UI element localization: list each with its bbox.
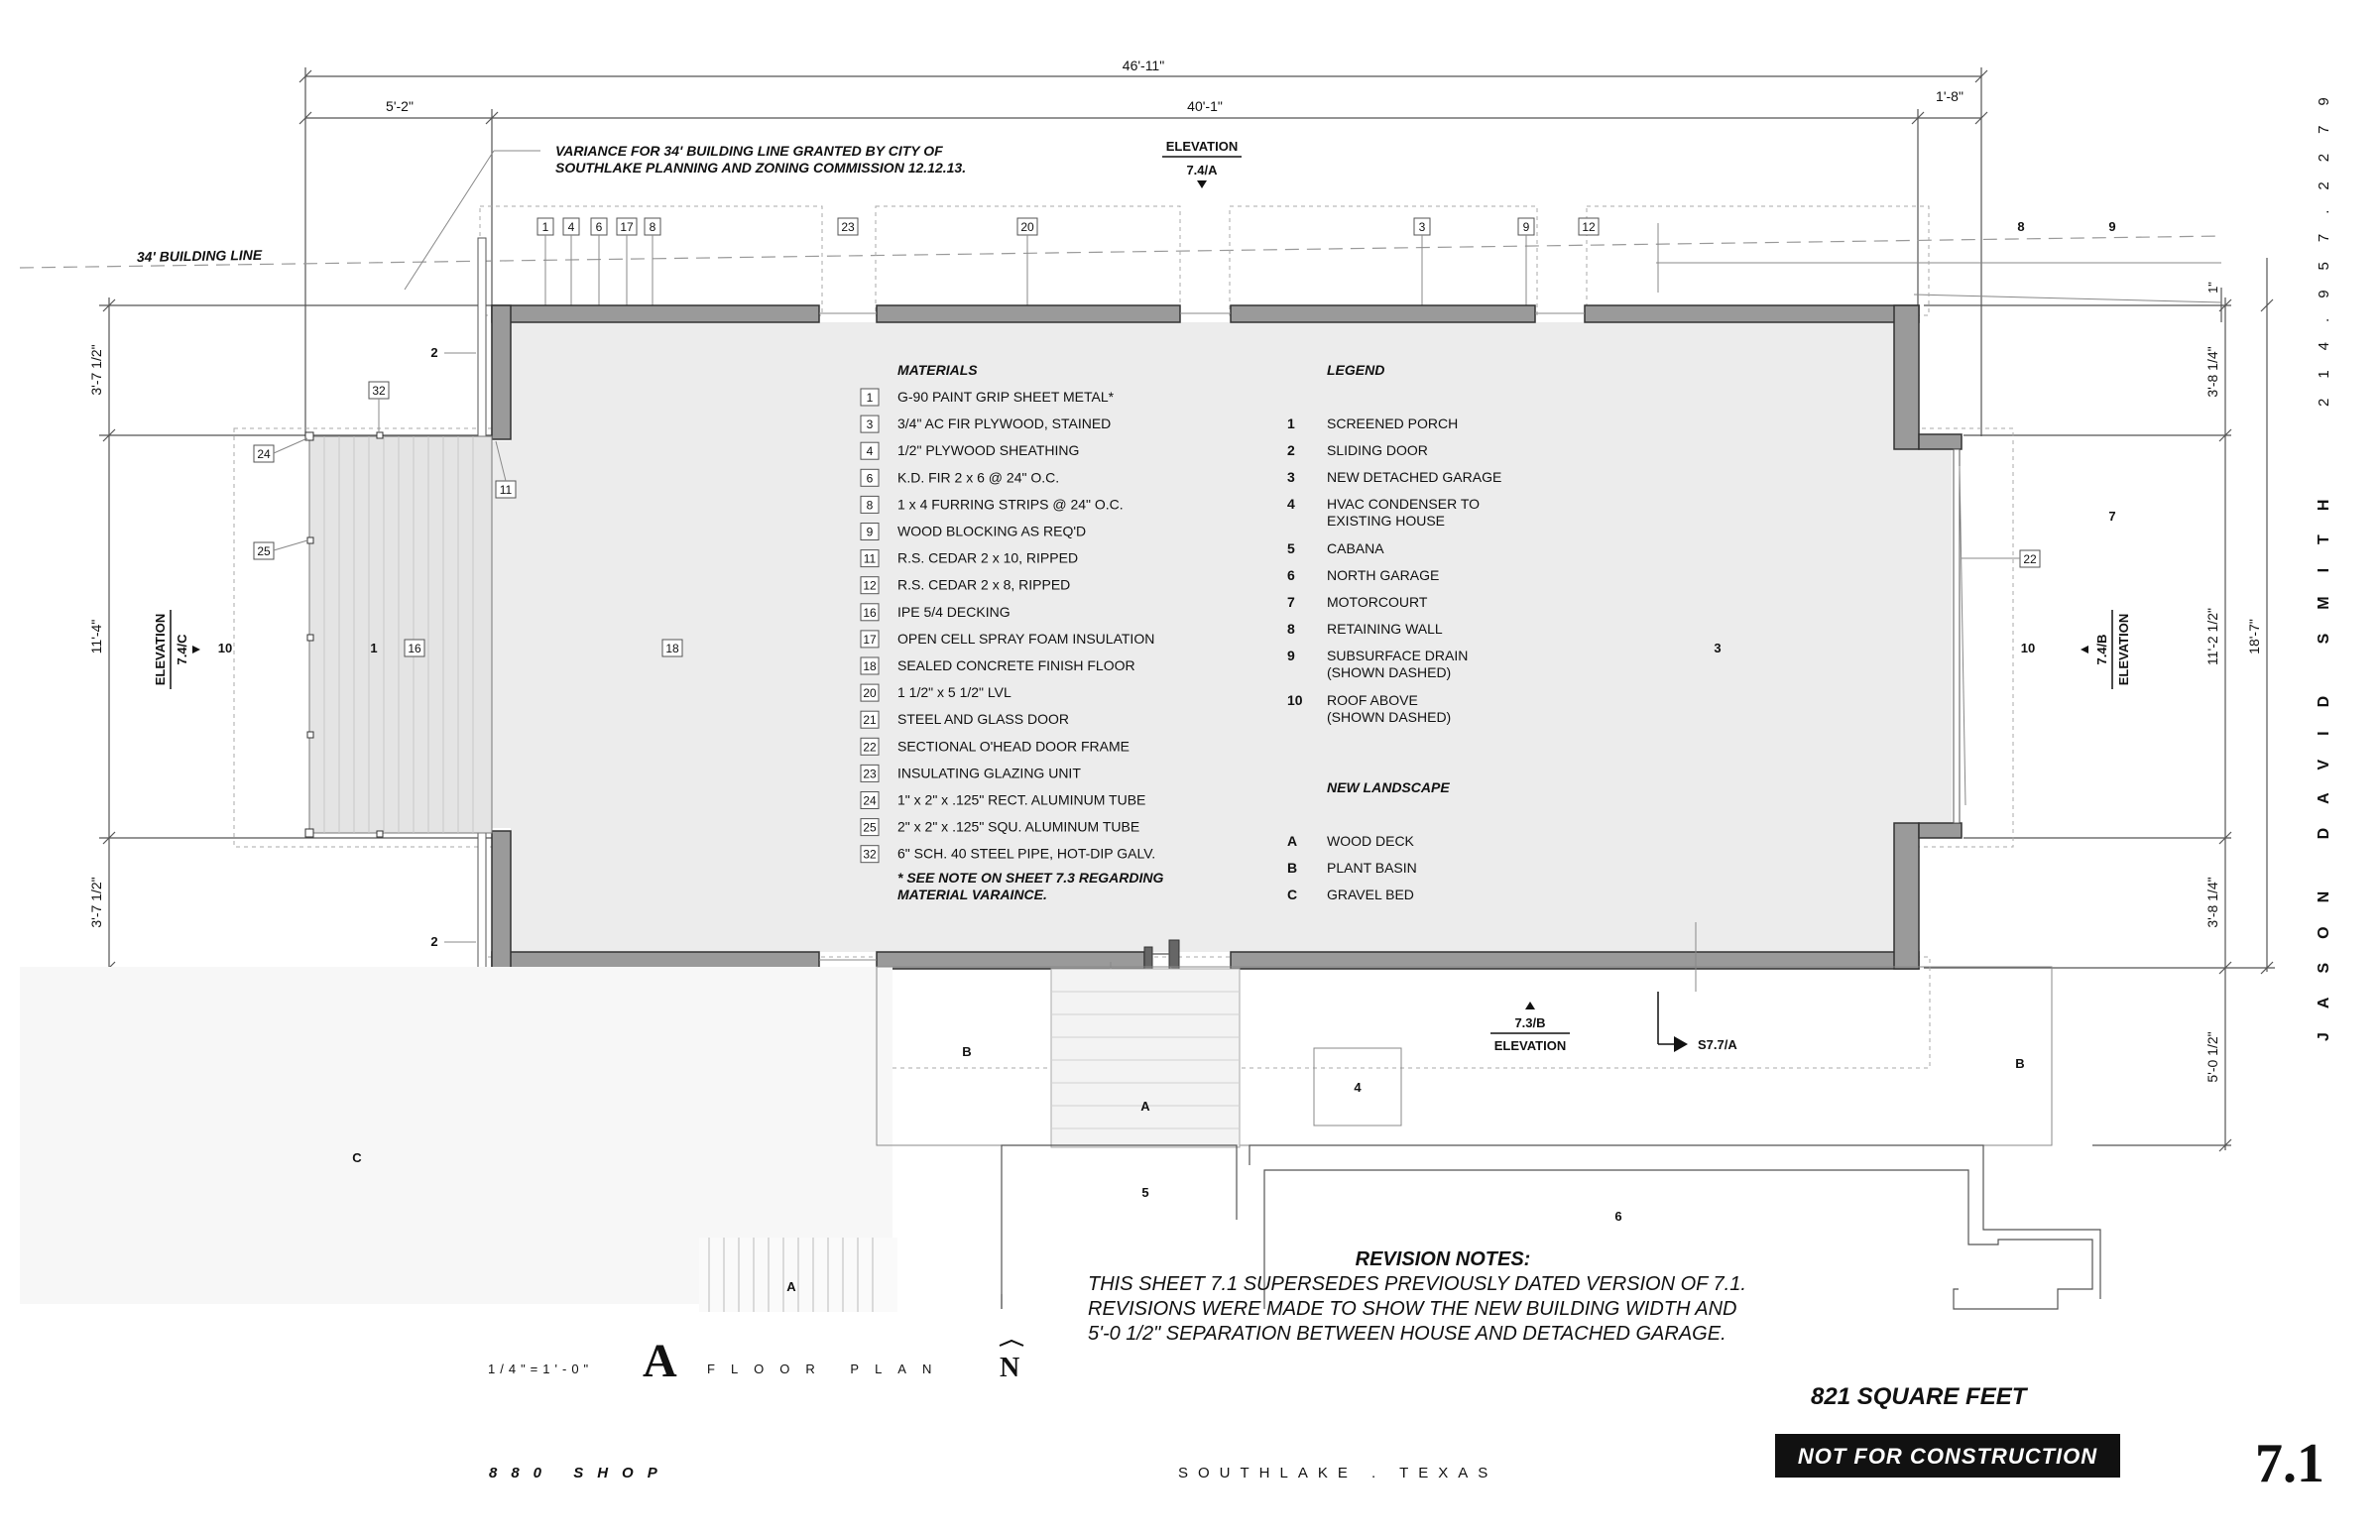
svg-text:ELEVATION: ELEVATION <box>153 613 168 686</box>
wall-left-upper <box>492 305 511 439</box>
materials-description: IPE 5/4 DECKING <box>897 603 1011 620</box>
legend-description: RETAINING WALL <box>1327 621 1443 637</box>
label-sliding-door-bottom: 2 <box>430 934 438 949</box>
tag-11: 11 <box>499 483 513 497</box>
label-plant-basin-left: B <box>962 1044 972 1059</box>
project-name: 880 SHOP <box>489 1465 671 1481</box>
legend-key: 8 <box>1287 621 1295 637</box>
label-top-9: 9 <box>2108 219 2116 234</box>
architect-phone: 214.957.2279 <box>2316 77 2332 407</box>
wall-bottom-1 <box>492 952 819 969</box>
dim-right-top: 3'-8 1/4" <box>2204 346 2220 398</box>
garage-floor <box>488 322 1952 952</box>
svg-text:ELEVATION: ELEVATION <box>1165 139 1239 154</box>
new-landscape-title: NEW LANDSCAPE <box>1327 779 1450 795</box>
status-stamp-text: NOT FOR CONSTRUCTION <box>1797 1444 2098 1469</box>
tag-top-6: 6 <box>595 220 603 234</box>
wall-right-jamb-bottom <box>1919 823 1962 838</box>
architect-name: JASON DAVID SMITH <box>2316 475 2332 1041</box>
materials-description: 1 x 4 FURRING STRIPS @ 24" O.C. <box>897 496 1124 513</box>
revision-note-1: THIS SHEET 7.1 SUPERSEDES PREVIOUSLY DATED VERSION OF 7.1. <box>1088 1273 1746 1295</box>
dim-building-width: 40'-1" <box>1187 98 1223 114</box>
tag-25: 25 <box>257 544 271 558</box>
square-footage: 821 SQUARE FEET <box>1811 1383 2027 1410</box>
label-roof-left: 10 <box>217 641 233 655</box>
materials-title: MATERIALS <box>897 362 978 378</box>
label-porch: 1 <box>370 641 378 655</box>
dim-left-top: 3'-7 1/2" <box>88 344 104 396</box>
materials-tag-number: 1 <box>866 391 874 405</box>
legend-key: 7 <box>1287 594 1295 610</box>
legend-key: 5 <box>1287 540 1295 556</box>
tag-top-20: 20 <box>1020 220 1034 234</box>
legend-key: 10 <box>1287 692 1303 708</box>
legend-description: (SHOWN DASHED) <box>1327 709 1452 725</box>
tag-top-9: 9 <box>1522 220 1530 234</box>
materials-description: R.S. CEDAR 2 x 8, RIPPED <box>897 576 1071 593</box>
overhead-door <box>1954 449 1960 823</box>
label-hvac: 4 <box>1354 1080 1362 1095</box>
materials-row <box>861 819 1139 836</box>
wall-top-3 <box>1231 305 1535 322</box>
legend-description: NEW DETACHED GARAGE <box>1327 469 1502 485</box>
materials-tag-number: 8 <box>866 498 874 513</box>
legend-key: 1 <box>1287 415 1295 431</box>
dim-left-offset: 5'-2" <box>386 98 414 114</box>
materials-description: INSULATING GLAZING UNIT <box>897 765 1081 781</box>
legend-description: SLIDING DOOR <box>1327 442 1428 458</box>
materials-tag-number: 16 <box>863 605 877 620</box>
materials-description: SEALED CONCRETE FINISH FLOOR <box>897 657 1135 673</box>
materials-description: K.D. FIR 2 x 6 @ 24" O.C. <box>897 469 1060 486</box>
legend-description: MOTORCOURT <box>1327 594 1428 610</box>
dim-left-mid: 11'-4" <box>88 619 104 654</box>
label-gravel-bed: C <box>352 1150 362 1165</box>
elevation-marker-bottom <box>1490 1002 1570 1053</box>
wall-left-lower <box>492 831 511 969</box>
materials-row <box>861 792 1145 809</box>
drawing-name: FLOOR PLAN <box>707 1362 948 1376</box>
legend-description: (SHOWN DASHED) <box>1327 664 1452 680</box>
materials-tag-number: 11 <box>863 551 877 566</box>
legend-title: LEGEND <box>1327 362 1385 378</box>
materials-description: STEEL AND GLASS DOOR <box>897 711 1069 728</box>
materials-description: 1/2" PLYWOOD SHEATHING <box>897 442 1080 459</box>
legend-key: 6 <box>1287 567 1295 583</box>
tag-top-1: 1 <box>541 220 549 234</box>
site-landscape <box>20 967 2100 1312</box>
revision-note-2: REVISIONS WERE MADE TO SHOW THE NEW BUILDING WIDTH AND <box>1088 1298 1737 1320</box>
materials-description: OPEN CELL SPRAY FOAM INSULATION <box>897 630 1155 647</box>
label-wood-deck: A <box>1140 1099 1150 1114</box>
variance-note <box>405 143 966 290</box>
legend-description: HVAC CONDENSER TO <box>1327 496 1481 512</box>
elevation-marker-top <box>1162 139 1242 188</box>
tag-top-12: 12 <box>1582 220 1596 234</box>
svg-text:7.4/C: 7.4/C <box>175 634 189 665</box>
materials-row <box>861 631 1154 648</box>
legend-description: NORTH GARAGE <box>1327 567 1440 583</box>
materials-tag-number: 9 <box>866 525 874 539</box>
materials-row <box>861 738 1130 755</box>
dim-right-offset: 1'-8" <box>1936 88 1964 104</box>
materials-row <box>861 657 1135 674</box>
svg-text:ELEVATION: ELEVATION <box>1493 1038 1567 1053</box>
tag-18: 18 <box>665 642 679 655</box>
wall-top-1 <box>492 305 819 322</box>
building-line-label: 34' BUILDING LINE <box>136 246 263 265</box>
materials-description: 3/4" AC FIR PLYWOOD, STAINED <box>897 415 1112 432</box>
materials-description: G-90 PAINT GRIP SHEET METAL* <box>897 389 1115 405</box>
elevation-marker-right <box>2081 610 2131 689</box>
tag-22: 22 <box>2023 552 2037 566</box>
legend-key: 4 <box>1287 496 1295 512</box>
drawing-letter: A <box>643 1335 677 1387</box>
dim-overall: 46'-11" <box>1122 58 1165 73</box>
materials-description: 6" SCH. 40 STEEL PIPE, HOT-DIP GALV. <box>897 845 1156 862</box>
revision-notes-title: REVISION NOTES: <box>1355 1248 1531 1270</box>
wall-top-2 <box>877 305 1180 322</box>
legend-description: SUBSURFACE DRAIN <box>1327 648 1469 663</box>
wall-right-upper <box>1894 305 1919 449</box>
materials-tag-number: 12 <box>863 578 877 593</box>
dim-right-mid: 11'-2 1/2" <box>2204 608 2220 665</box>
label-cabana: 5 <box>1141 1185 1149 1200</box>
dim-right-separation: 5'-0 1/2" <box>2204 1031 2220 1083</box>
variance-note-line-1: VARIANCE FOR 34' BUILDING LINE GRANTED BY CITY OF <box>555 143 943 159</box>
materials-footnote-1: * SEE NOTE ON SHEET 7.3 REGARDING <box>897 870 1164 886</box>
materials-description: SECTIONAL O'HEAD DOOR FRAME <box>897 738 1130 755</box>
legend-key: 2 <box>1287 442 1295 458</box>
materials-description: 1" x 2" x .125" RECT. ALUMINUM TUBE <box>897 791 1146 808</box>
label-plant-basin-right: B <box>2015 1056 2025 1071</box>
materials-tag-number: 25 <box>863 820 877 835</box>
legend-description: CABANA <box>1327 540 1384 556</box>
drawing-scale: 1/4"=1'-0" <box>488 1362 594 1376</box>
materials-tag-number: 6 <box>866 471 874 486</box>
legend-description: EXISTING HOUSE <box>1327 513 1446 529</box>
legend-key: 3 <box>1287 469 1295 485</box>
label-garage: 3 <box>1714 641 1722 655</box>
materials-description: 1 1/2" x 5 1/2" LVL <box>897 684 1012 701</box>
materials-footnote-2: MATERIAL VARAINCE. <box>897 887 1047 902</box>
dim-right-overall: 18'-7" <box>2246 619 2262 654</box>
label-sliding-door-top: 2 <box>430 345 438 360</box>
new_landscape-key: B <box>1287 860 1298 876</box>
label-roof-right: 10 <box>2020 641 2036 655</box>
variance-note-line-2: SOUTHLAKE PLANNING AND ZONING COMMISSION 12.12.13. <box>555 160 967 176</box>
building-line <box>20 236 2221 302</box>
tag-24: 24 <box>257 447 271 461</box>
materials-row <box>861 846 1155 863</box>
revision-notes <box>1088 1248 1746 1345</box>
legend-description: ROOF ABOVE <box>1327 692 1418 708</box>
materials-description: WOOD BLOCKING AS REQ'D <box>897 523 1087 539</box>
right-dimension-strings <box>1924 258 2275 1151</box>
dim-right-top-small: 1" <box>2205 282 2220 294</box>
legend-description: SCREENED PORCH <box>1327 415 1459 431</box>
materials-row <box>861 496 1124 513</box>
materials-tag-number: 21 <box>863 713 877 728</box>
materials-tag-number: 20 <box>863 686 877 701</box>
tag-top-3: 3 <box>1418 220 1426 234</box>
tag-top-4: 4 <box>567 220 575 234</box>
tag-32: 32 <box>372 384 386 398</box>
materials-tag-number: 4 <box>866 444 874 459</box>
svg-text:7.4/A: 7.4/A <box>1186 163 1218 178</box>
new_landscape-key: A <box>1287 833 1298 849</box>
revision-note-3: 5'-0 1/2" SEPARATION BETWEEN HOUSE AND DETACHED GARAGE. <box>1088 1323 1726 1345</box>
tag-top-17: 17 <box>620 220 634 234</box>
wall-bottom-3 <box>1231 952 1919 969</box>
garage-building <box>478 238 1965 1031</box>
wall-top-4 <box>1585 305 1919 322</box>
materials-tag-number: 22 <box>863 740 877 755</box>
drawing-title <box>488 1335 1023 1387</box>
dim-right-bottom: 3'-8 1/4" <box>2204 877 2220 928</box>
sheet-number: 7.1 <box>2255 1433 2324 1494</box>
materials-tag-number: 17 <box>863 632 877 647</box>
materials-tag-number: 23 <box>863 767 877 781</box>
svg-text:S7.7/A: S7.7/A <box>1698 1037 1737 1052</box>
materials-row <box>861 389 1115 406</box>
label-top-8: 8 <box>2017 219 2025 234</box>
label-wood-deck-lower: A <box>786 1279 796 1294</box>
label-motorcourt: 7 <box>2108 509 2116 524</box>
elevation-marker-left <box>153 610 200 689</box>
svg-text:7.3/B: 7.3/B <box>1514 1015 1546 1030</box>
materials-tag-number: 18 <box>863 659 877 673</box>
label-north-garage: 6 <box>1614 1209 1622 1224</box>
wall-right-lower <box>1894 823 1919 969</box>
north-arrow-icon: N <box>1000 1353 1020 1383</box>
new_landscape-description: PLANT BASIN <box>1327 860 1417 876</box>
materials-description: R.S. CEDAR 2 x 10, RIPPED <box>897 549 1079 566</box>
svg-text:ELEVATION: ELEVATION <box>2116 613 2131 686</box>
dim-left-bottom: 3'-7 1/2" <box>88 877 104 928</box>
svg-text:7.4/B: 7.4/B <box>2094 634 2109 665</box>
materials-tag-number: 24 <box>863 793 877 808</box>
project-location: SOUTHLAKE . TEXAS <box>1178 1465 1498 1481</box>
new_landscape-description: GRAVEL BED <box>1327 887 1414 902</box>
tag-16: 16 <box>408 642 421 655</box>
materials-description: 2" x 2" x .125" SQU. ALUMINUM TUBE <box>897 818 1140 835</box>
new_landscape-description: WOOD DECK <box>1327 833 1414 849</box>
wall-bottom-2 <box>877 952 1144 969</box>
tag-top-23: 23 <box>841 220 855 234</box>
screened-porch <box>305 432 492 837</box>
legend-key: 9 <box>1287 648 1295 663</box>
materials-tag-number: 32 <box>863 847 877 862</box>
materials-tag-number: 3 <box>866 417 874 432</box>
tag-top-8: 8 <box>649 220 656 234</box>
wall-right-jamb-top <box>1919 434 1962 449</box>
new_landscape-key: C <box>1287 887 1298 902</box>
materials-row <box>861 415 1111 432</box>
